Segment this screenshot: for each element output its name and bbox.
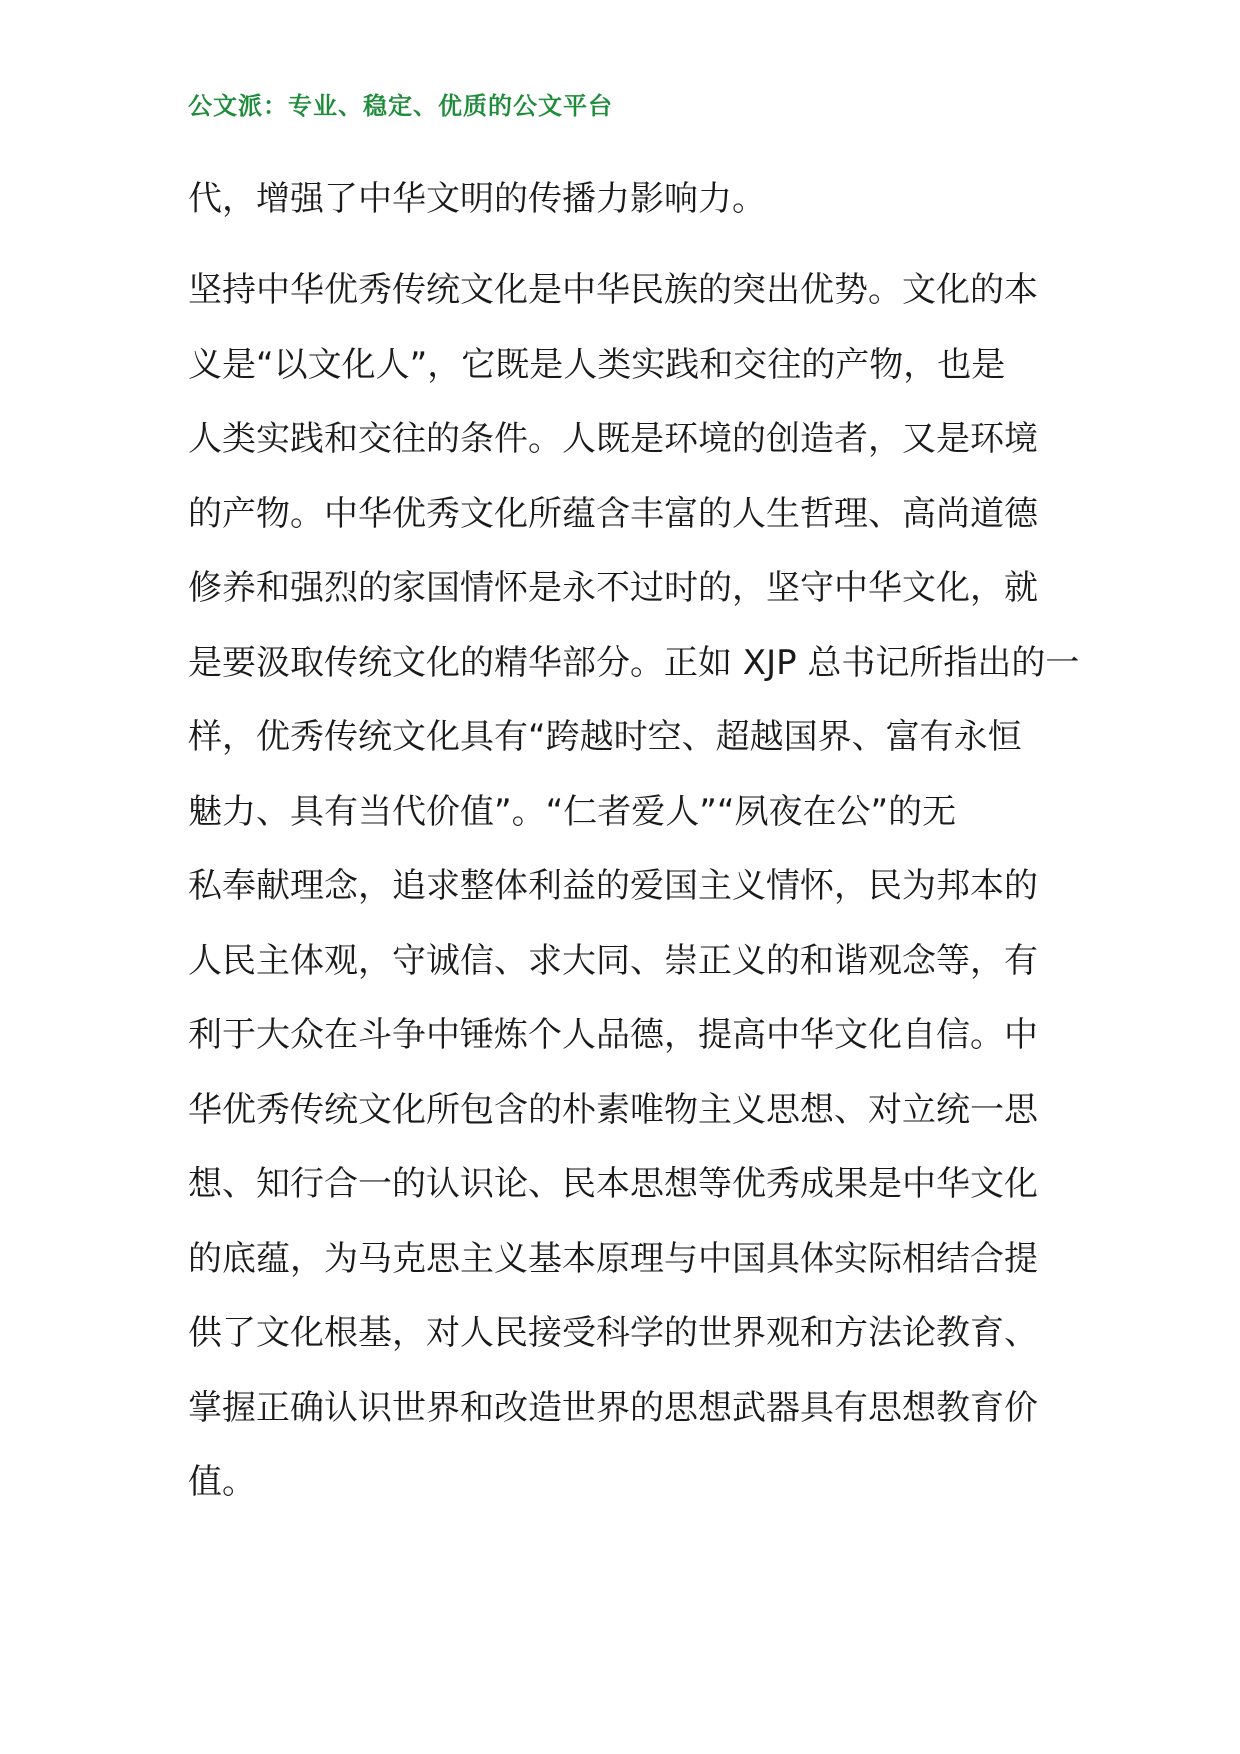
paragraph-line: 修养和强烈的家国情怀是永不过时的，坚守中华文化，就 (188, 568, 1038, 608)
paragraph-line: 值。 (188, 1462, 256, 1502)
paragraph-line: 利于大众在斗争中锤炼个人品德，提高中华文化自信。中 (188, 1015, 1038, 1055)
paragraph-line: 的底蕴，为马克思主义基本原理与中国具体实际相结合提 (188, 1238, 1038, 1279)
paragraph-line: 的产物。中华优秀文化所蕴含丰富的人生哲理、高尚道德 (188, 493, 1038, 534)
paragraph-line: 义是“以文化人”，它既是人类实践和交往的产物，也是 (188, 344, 1006, 385)
paragraph-line: 供了文化根基，对人民接受科学的世界观和方法论教育、 (188, 1313, 1038, 1353)
paragraph-line: 华优秀传统文化所包含的朴素唯物主义思想、对立统一思 (188, 1089, 1038, 1130)
paragraph-line: 人民主体观，守诚信、求大同、崇正义的和谐观念等，有 (188, 940, 1038, 981)
site-header-banner: 公文派：专业、稳定、优质的公文平台 (188, 92, 613, 120)
paragraph-line: 人类实践和交往的条件。人既是环境的创造者，又是环境 (188, 419, 1038, 459)
paragraph-line: 掌握正确认识世界和改造世界的思想武器具有思想教育价 (188, 1387, 1038, 1428)
paragraph-line: 私奉献理念，追求整体利益的爱国主义情怀，民为邦本的 (188, 866, 1038, 906)
paragraph-line: 魅力、具有当代价值”。“仁者爱人”“夙夜在公”的无 (188, 791, 957, 832)
paragraph-line: 坚持中华优秀传统文化是中华民族的突出优势。文化的本 (188, 270, 1038, 310)
paragraph-line: 样，优秀传统文化具有“跨越时空、超越国界、富有永恒 (188, 717, 1022, 757)
paragraph-line: 想、知行合一的认识论、民本思想等优秀成果是中华文化 (188, 1164, 1038, 1204)
paragraph-line: 是要汲取传统文化的精华部分。正如 XJP 总书记所指出的一 (188, 642, 1080, 683)
continuation-paragraph (188, 162, 1056, 237)
paragraph-line: 代，增强了中华文明的传播力影响力。 (188, 179, 766, 219)
body-paragraph (188, 253, 1080, 1520)
